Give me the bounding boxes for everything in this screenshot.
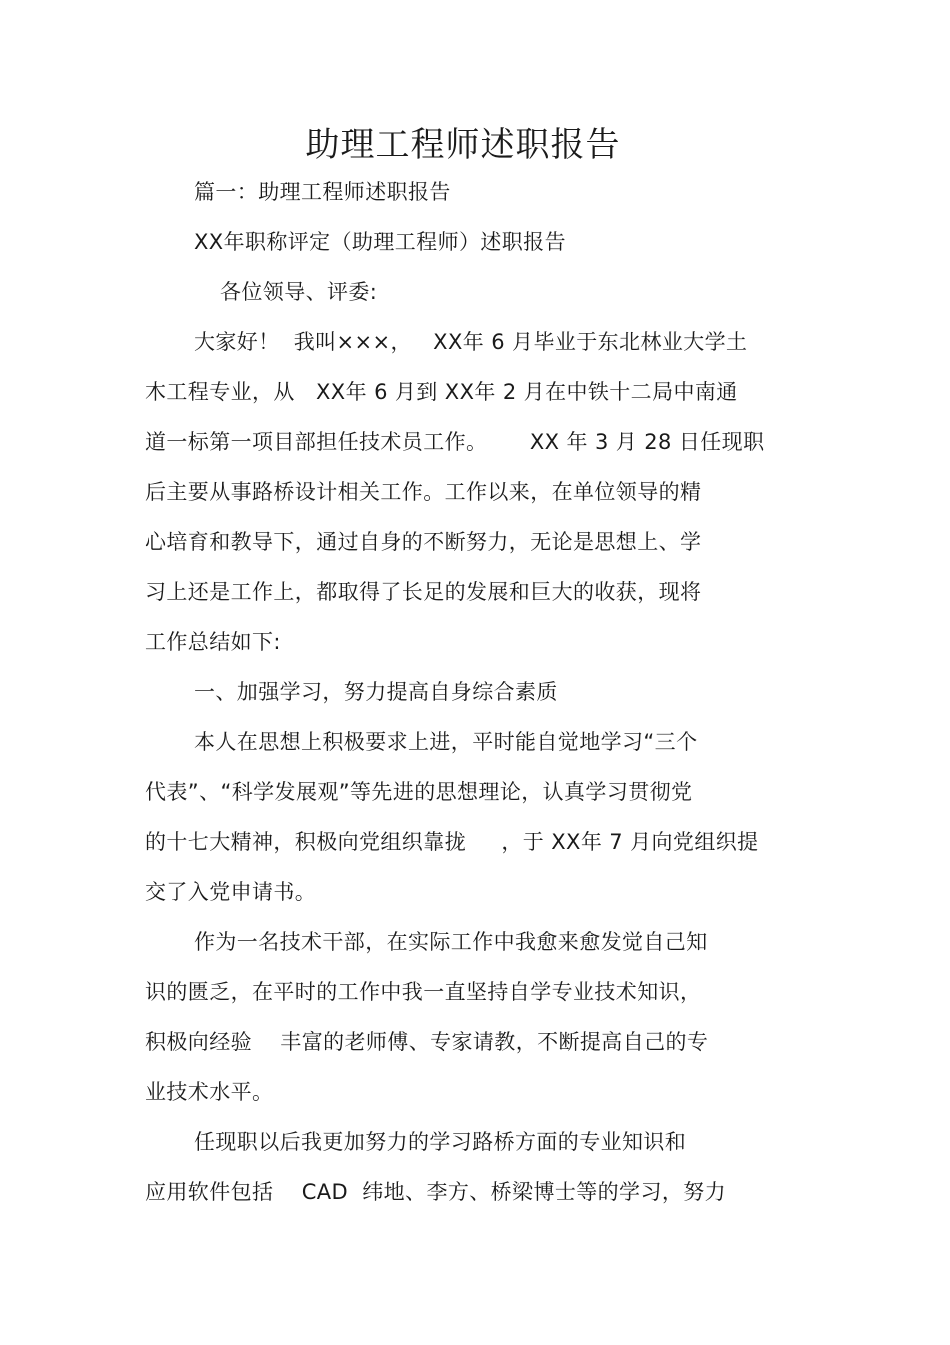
paragraph-line: 积极向经验 丰富的老师傅、专家请教，不断提高自己的专 — [145, 1030, 709, 1054]
paragraph-line: 交了入党申请书。 — [145, 880, 317, 904]
paragraph-line: 的十七大精神，积极向党组织靠拢 ，于 XX年 7 月向党组织提 — [145, 830, 759, 854]
subtitle-line: XX年职称评定（助理工程师）述职报告 — [194, 230, 566, 254]
paragraph-line: 应用软件包括 CAD 纬地、李方、桥梁博士等的学习，努力 — [145, 1180, 727, 1204]
paragraph-line: 业技术水平。 — [145, 1080, 274, 1104]
section-heading: 一、加强学习，努力提高自身综合素质 — [194, 680, 558, 704]
paragraph-line: 识的匮乏，在平时的工作中我一直坚持自学专业技术知识， — [145, 980, 702, 1004]
document-title: 助理工程师述职报告 — [305, 125, 621, 165]
section-heading: 篇一：助理工程师述职报告 — [194, 180, 451, 204]
paragraph-line: 木工程专业，从 XX年 6 月到 XX年 2 月在中铁十二局中南通 — [145, 380, 738, 404]
paragraph-line: 心培育和教导下，通过自身的不断努力，无论是思想上、学 — [145, 530, 702, 554]
paragraph-line: 习上还是工作上，都取得了长足的发展和巨大的收获，现将 — [145, 580, 702, 604]
paragraph-line: 道一标第一项目部担任技术员工作。 XX 年 3 月 28 日任现职 — [145, 430, 765, 454]
paragraph-line: 任现职以后我更加努力的学习路桥方面的专业知识和 — [194, 1130, 687, 1154]
paragraph-line: 大家好！ 我叫×××， XX年 6 月毕业于东北林业大学土 — [194, 330, 748, 354]
salutation-line: 各位领导、评委: — [220, 280, 378, 304]
paragraph-line: 代表”、“科学发展观”等先进的思想理论，认真学习贯彻党 — [145, 780, 693, 804]
paragraph-line: 本人在思想上积极要求上进，平时能自觉地学习“三个 — [194, 730, 698, 754]
paragraph-line: 作为一名技术干部，在实际工作中我愈来愈发觉自己知 — [194, 930, 708, 954]
paragraph-line: 工作总结如下: — [145, 630, 281, 654]
paragraph-line: 后主要从事路桥设计相关工作。工作以来，在单位领导的精 — [145, 480, 702, 504]
